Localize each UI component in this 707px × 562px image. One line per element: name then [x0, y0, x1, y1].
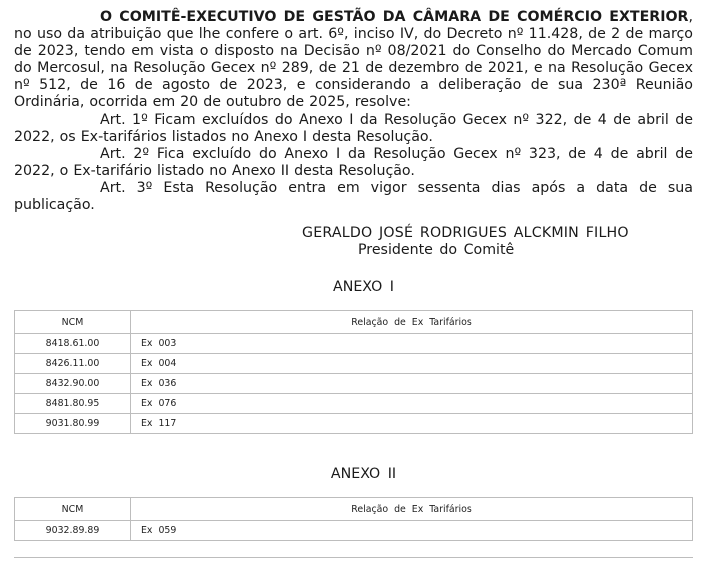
ncm-cell: 8432.90.00	[15, 374, 131, 394]
bottom-divider	[14, 557, 693, 558]
column-header-ex-tarifarios: Relação de Ex Tarifários	[131, 498, 693, 521]
table-row	[15, 354, 693, 374]
document	[14, 9, 693, 536]
table-row	[15, 334, 693, 354]
column-header-ex-tarifarios: Relação de Ex Tarifários	[131, 311, 693, 334]
ncm-cell: 9032.89.89	[15, 521, 131, 541]
ex-cell: Ex 004	[131, 354, 693, 374]
annex-2-title	[14, 466, 693, 482]
annex-1-table	[14, 310, 693, 434]
ex-cell: Ex 003	[131, 334, 693, 354]
ncm-cell: 8426.11.00	[15, 354, 131, 374]
ncm-cell: 8481.80.95	[15, 394, 131, 414]
ex-cell: Ex 117	[131, 414, 693, 434]
article-2: Art. 2º Fica excluído do Anexo I da Resolução Gecex nº 323, de 4 de abril de 2022, o Ex-tarifário listado no Anexo II desta Resolução.	[14, 145, 693, 179]
ex-cell: Ex 036	[131, 374, 693, 394]
intro-text: , no uso da atribuição que lhe confere o art. 6º, inciso IV, do Decreto nº 11.428, de 2 de março de 2023, tendo em vista o disposto na Decisão nº 08/2021 do Conselho do Mercado Comum do Mercosul, na Resolução Gecex nº 289, de 21 de dezembro de 2021, e na Resolução Gecex nº 512, de 16 de agosto de 2023, e considerando a deliberação de sua 230ª Reunião Ordinária, ocorrida em 20 de outubro de 2025, resolve:	[14, 9, 693, 111]
table-header-row	[15, 311, 693, 334]
table-row	[15, 394, 693, 414]
signatory-name: GERALDO JOSÉ RODRIGUES ALCKMIN FILHO	[302, 225, 629, 241]
annex-2-title-text: ANEXO II	[330, 466, 397, 482]
table-row	[15, 374, 693, 394]
ex-cell: Ex 059	[131, 521, 693, 541]
annex-2-table	[14, 497, 693, 541]
intro-paragraph	[14, 9, 693, 112]
table-header-row	[15, 498, 693, 521]
intro-committee-name: O COMITÊ-EXECUTIVO DE GESTÃO DA CÂMARA DE COMÉRCIO EXTERIOR	[100, 9, 689, 25]
article-1: Art. 1º Ficam excluídos do Anexo I da Resolução Gecex nº 322, de 4 de abril de 2022, os Ex-tarifários listados no Anexo I desta Resolução.	[14, 111, 693, 145]
table-row	[15, 521, 693, 541]
table-row	[15, 414, 693, 434]
ncm-cell: 9031.80.99	[15, 414, 131, 434]
ex-cell: Ex 076	[131, 394, 693, 414]
column-header-ncm: NCM	[15, 498, 131, 521]
ncm-cell: 8418.61.00	[15, 334, 131, 354]
article-3: Art. 3º Esta Resolução entra em vigor sessenta dias após a data de sua publicação.	[14, 179, 693, 214]
annex-1-title	[14, 279, 693, 295]
signatory-role: Presidente do Comitê	[358, 242, 515, 258]
annex-1-title-text: ANEXO I	[333, 279, 394, 295]
column-header-ncm: NCM	[15, 311, 131, 334]
